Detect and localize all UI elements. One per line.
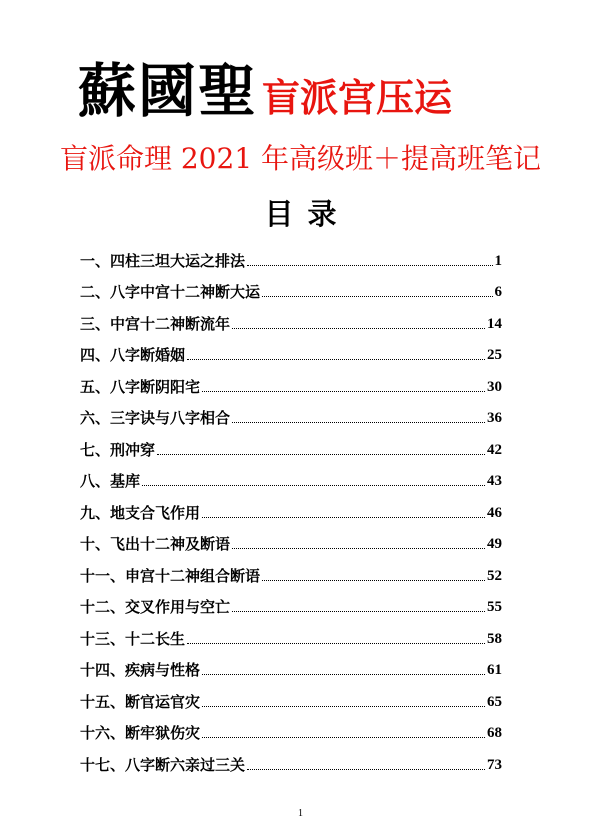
dot-leader (157, 454, 485, 455)
toc-entry[interactable] (80, 366, 502, 398)
document-subtitle: 盲派命理 2021 年高级班＋提高班笔记 (59, 142, 542, 175)
toc-entry[interactable] (80, 650, 502, 682)
toc-entry[interactable] (80, 744, 502, 776)
dot-leader (202, 391, 485, 392)
toc-entry-label: 六、三字诀与八字相合 (80, 409, 231, 427)
dot-leader (187, 359, 485, 360)
dot-leader (202, 706, 485, 707)
toc-entry[interactable] (80, 713, 502, 745)
toc-entry-label: 十、飞出十二神及断语 (80, 535, 231, 553)
toc-entry[interactable] (80, 272, 502, 304)
dot-leader (232, 611, 485, 612)
dot-leader (262, 296, 492, 297)
toc-entry-page: 46 (487, 504, 502, 521)
toc-entry-page: 52 (487, 567, 502, 584)
toc-entry-page: 65 (487, 693, 502, 710)
dot-leader (247, 265, 492, 266)
toc-entry-label: 十一、申宫十二神组合断语 (80, 566, 261, 585)
toc-entry-page: 14 (487, 315, 502, 332)
title-row (78, 56, 452, 126)
dot-leader (187, 643, 485, 644)
toc-entry-page: 1 (494, 252, 502, 269)
document-title: 盲派宫压运 (262, 75, 453, 120)
toc-entry[interactable] (80, 335, 502, 367)
toc-entry-label: 三、中宫十二神断流年 (80, 314, 231, 333)
toc-entry[interactable] (80, 461, 502, 493)
toc-entry-page: 49 (487, 536, 502, 552)
toc-entry-label: 二、八字中宫十二神断大运 (80, 283, 261, 301)
toc-heading: 目录 (264, 197, 351, 231)
toc-entry[interactable] (80, 555, 502, 587)
toc-entry[interactable] (80, 618, 502, 650)
toc-entry[interactable] (80, 398, 502, 430)
dot-leader (262, 580, 485, 581)
toc-entry-label: 一、四柱三坦大运之排法 (80, 251, 246, 270)
toc-entry[interactable] (80, 524, 502, 556)
toc-entry-label: 十七、八字断六亲过三关 (80, 755, 246, 774)
toc-entry-label: 九、地支合飞作用 (80, 503, 201, 522)
toc-entry-label: 四、八字断婚姻 (80, 346, 186, 364)
toc-entry-label: 十二、交叉作用与空亡 (80, 598, 231, 616)
toc-entry-label: 十六、断牢狱伤灾 (80, 724, 201, 742)
toc-entry-page: 6 (494, 284, 502, 300)
table-of-contents (80, 240, 502, 776)
toc-entry[interactable] (80, 587, 502, 619)
toc-entry-page: 25 (487, 347, 502, 363)
toc-entry-label: 八、基库 (80, 472, 141, 490)
toc-entry[interactable] (80, 492, 502, 524)
toc-entry-label: 五、八字断阴阳宅 (80, 377, 201, 396)
page-number: 1 (298, 808, 303, 819)
toc-entry-page: 42 (487, 441, 502, 458)
dot-leader (232, 422, 485, 423)
toc-entry-page: 73 (487, 756, 502, 773)
toc-entry-page: 68 (487, 725, 502, 741)
dot-leader (232, 328, 485, 329)
toc-entry-page: 58 (487, 630, 502, 647)
dot-leader (247, 769, 485, 770)
toc-entry-label: 十三、十二长生 (80, 629, 186, 648)
dot-leader (202, 674, 485, 675)
toc-entry-page: 30 (487, 378, 502, 395)
toc-entry-page: 43 (487, 473, 502, 489)
toc-entry[interactable] (80, 240, 502, 272)
dot-leader (202, 517, 485, 518)
author-name: 蘇國聖 (78, 57, 259, 125)
dot-leader (202, 737, 485, 738)
toc-entry-label: 七、刑冲穿 (80, 440, 156, 459)
toc-entry[interactable] (80, 429, 502, 461)
toc-entry-page: 36 (487, 410, 502, 426)
toc-entry[interactable] (80, 303, 502, 335)
dot-leader (142, 485, 485, 486)
toc-entry-label: 十四、疾病与性格 (80, 661, 201, 679)
dot-leader (232, 548, 485, 549)
toc-entry-page: 61 (487, 662, 502, 678)
toc-entry-page: 55 (487, 599, 502, 615)
toc-entry[interactable] (80, 681, 502, 713)
toc-entry-label: 十五、断官运官灾 (80, 692, 201, 711)
